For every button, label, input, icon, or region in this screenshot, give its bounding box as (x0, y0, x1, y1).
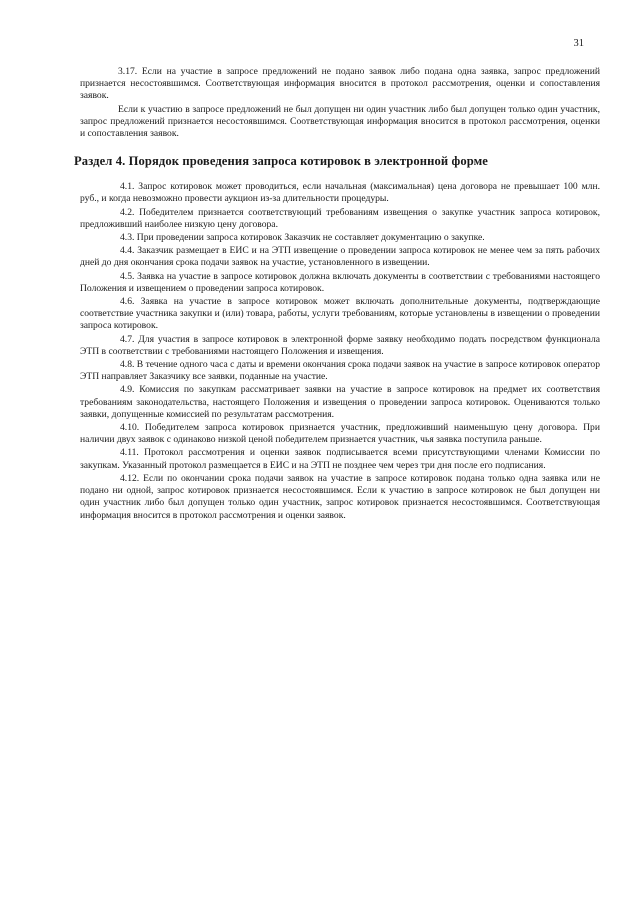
paragraph-4-6: 4.6. Заявка на участие в запросе котировок может включать дополнительные документы, подтверждающие соответствие участника закупки и (или) товара, работы, услуги требованиям, которые установлены в извещении о проведении запроса котировок. (80, 296, 600, 332)
paragraph-4-11: 4.11. Протокол рассмотрения и оценки заявок подписывается всеми присутствующими членами Комиссии по закупкам. Указанный протокол размещается в ЕИС и на ЭТП не позднее чем через три дня после его подписания. (80, 447, 600, 471)
paragraph-3-17: 3.17. Если на участие в запросе предложений не подано заявок либо подана одна заявка, запрос предложений признается несостоявшимся. Соответствующая информация вносится в протокол рассмотрения, оценки и сопоставления заявок. (80, 66, 600, 102)
paragraph-4-8: 4.8. В течение одного часа с даты и времени окончания срока подачи заявок на участие в запросе котировок оператор ЭТП направляет Заказчику все заявки, поданные на участие. (80, 359, 600, 383)
section-heading: Раздел 4. Порядок проведения запроса котировок в электронной форме (74, 154, 489, 169)
paragraph-4-2: 4.2. Победителем признается соответствующий требованиям извещения о закупке участник запроса котировок, предложивший наиболее низкую цену договора. (80, 206, 600, 230)
paragraph-4-12: 4.12. Если по окончании срока подачи заявок на участие в запросе котировок подана только одна заявка или не подано ни одной, запрос котировок признается несостоявшимся. Если к участию в запросе котировок не был допущен ни один участник либо был допущен только один участник, запрос котировок признается несостоявшимся. Соответствующая информация вносится в протокол рассмотрения и оценки заявок. (80, 472, 600, 521)
page-content (74, 66, 600, 522)
paragraph-4-3: 4.3. При проведении запроса котировок Заказчик не составляет документацию о закупке. (120, 232, 485, 244)
paragraph-4-5: 4.5. Заявка на участие в запросе котировок должна включать документы в соответствии с требованиями настоящего Положения и извещением о проведении запроса котировок. (80, 270, 600, 294)
section-4 (74, 154, 600, 521)
page-number: 31 (573, 38, 584, 49)
paragraph-4-9: 4.9. Комиссия по закупкам рассматривает заявки на участие в запросе котировок на предмет их соответствия требованиям законодательства, настоящего Положения и извещения о проведении запроса котировок. Оцениваются только заявки, допущенные комиссией по результатам рассмотрения. (80, 384, 600, 420)
paragraph-4-7: 4.7. Для участия в запросе котировок в электронной форме заявку необходимо подать посредством функционала ЭТП в соответствии с требованиями настоящего Положения и извещения. (80, 333, 600, 357)
paragraph-4-10: 4.10. Победителем запроса котировок признается участник, предложивший наименьшую цену договора. При наличии двух заявок с одинаково низкой ценой победителем признается участник, чья заявка поступила раньше. (80, 422, 600, 446)
paragraph-4-4: 4.4. Заказчик размещает в ЕИС и на ЭТП извещение о проведении запроса котировок не менее чем за пять рабочих дней до дня окончания срока подачи заявок на участие, установленного в извещении. (80, 245, 600, 269)
paragraph-4-1: 4.1. Запрос котировок может проводиться, если начальная (максимальная) цена договора не превышает 100 млн. руб., и когда невозможно провести аукцион из-за длительности процедуры. (80, 181, 600, 205)
paragraph-3-17-continued: Если к участию в запросе предложений не был допущен ни один участник либо был допущен только один участник, запрос предложений признается несостоявшимся. Соответствующая информация вносится в протокол рассмотрения, оценки и сопоставления заявок. (80, 103, 600, 140)
